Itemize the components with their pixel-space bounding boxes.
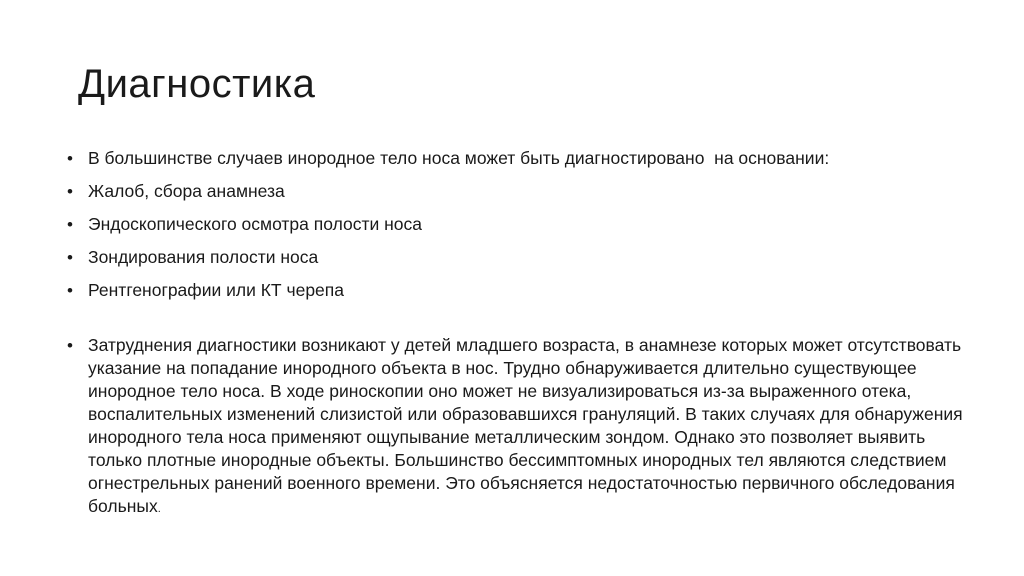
bullet-icon: • [67,149,73,168]
bullet-item [66,280,966,313]
bullet-text: В большинстве случаев инородное тело носа может быть диагностировано на основании: [88,148,830,168]
bullet-text: Зондирования полости носа [88,247,319,267]
bullet-text: Эндоскопического осмотра полости носа [88,214,423,234]
bullet-list [66,148,966,521]
bullet-item [66,247,966,280]
bullet-text: Рентгенографии или КТ черепа [88,280,344,300]
bullet-icon: • [67,182,73,201]
slide-title: Диагностика [78,62,316,106]
bullet-item [66,214,966,247]
bullet-icon: • [67,281,73,300]
paragraph-end-mark: . [157,503,161,515]
paragraph-text: Затруднения диагностики возникают у детей младшего возраста, в анамнезе которых может отсутствовать указание на попадание инородного объекта в нос. Трудно обнаруживается длительно существующее инородное тело носа. В ходе риноскопии оно может не визуализироваться из-за выраженного отека, воспалительных изменений слизистой или образовавшихся грануляций. В таких случаях для обнаружения инородного тела носа применяют ощупывание металлическим зондом. Однако это позволяет выявить только плотные инородные объекты. Большинство бессимптомных инородных тел являются следствием огнестрельных ранений военного времени. Это объясняется недостаточностью первичного обследования больных [88,335,963,516]
bullet-icon: • [67,336,73,355]
bullet-item [66,148,966,181]
bullet-item [66,181,966,214]
bullet-paragraph [66,334,968,521]
bullet-text: Жалоб, сбора анамнеза [88,181,285,201]
bullet-icon: • [67,248,73,267]
bullet-icon: • [67,215,73,234]
